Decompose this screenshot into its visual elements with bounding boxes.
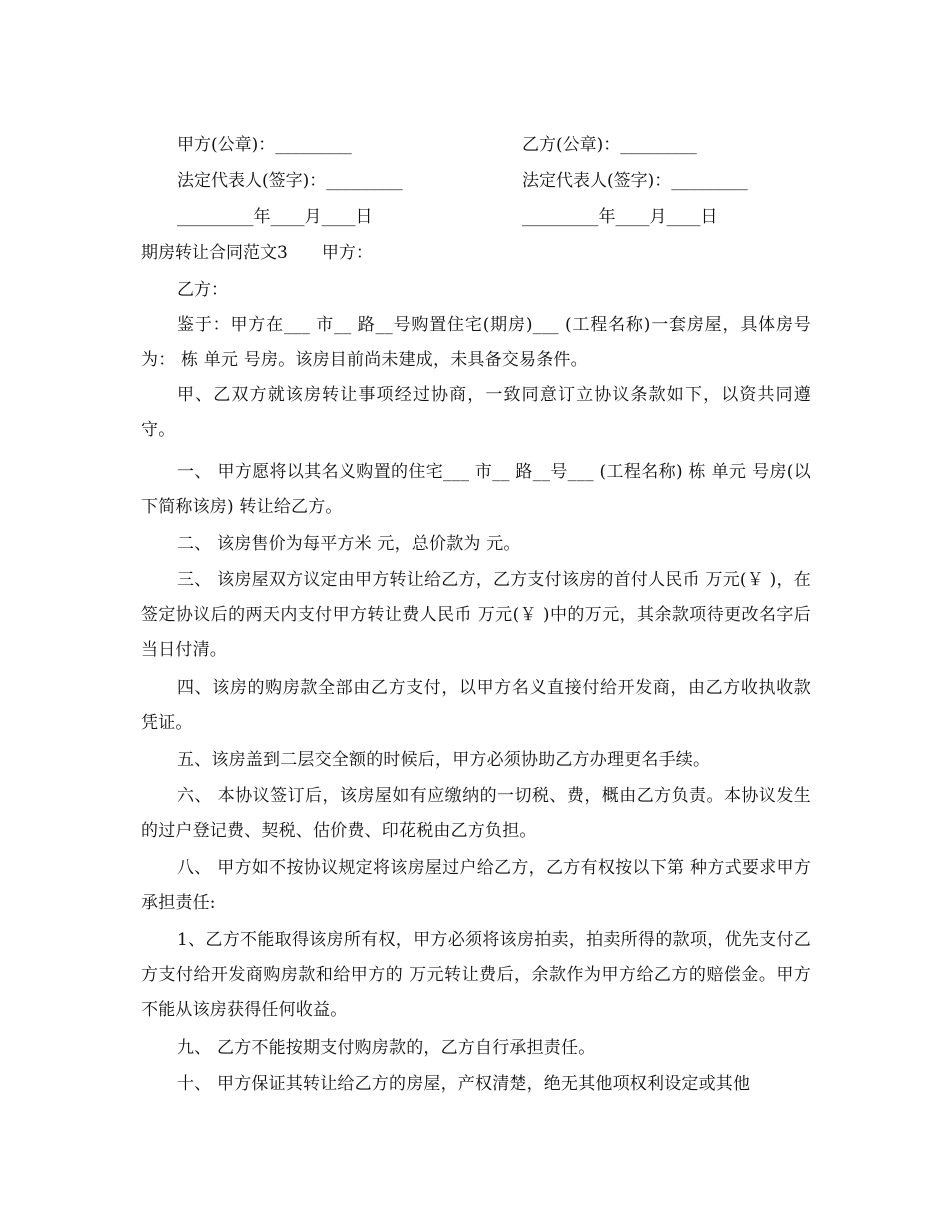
paragraph-clause-9: 九、 乙方不能按期支付购房款的，乙方自行承担责任。 <box>177 1038 596 1058</box>
party-b-line: 乙方： <box>177 280 228 300</box>
paragraph-clause-5: 五、该房盖到二层交全额的时候后，甲方必须协助乙方办理更名手续。 <box>177 750 711 770</box>
paragraph-clause-10: 十、 甲方保证其转让给乙方的房屋，产权清楚，绝无其他项权利设定或其他 <box>177 1074 751 1094</box>
party-a-seal: 甲方(公章)：_________ <box>177 135 352 155</box>
paragraph-clause-1: 一、 甲方愿将以其名义购置的住宅___ 市__ 路__号___ (工程名称) 栋 单元 号房(以下简称该房) 转让给乙方。 <box>141 462 811 517</box>
paragraph-clause-6: 六、 本协议签订后，该房屋如有应缴纳的一切税、费，概由乙方负责。本协议发生的过户登记费、契税、估价费、印花税由乙方负担。 <box>141 786 811 841</box>
paragraph-clause-3: 三、 该房屋双方议定由甲方转让给乙方，乙方支付该房的首付人民币 万元(￥ )，在签定协议后的两天内支付甲方转让费人民币 万元(￥ )中的万元，其余款项待更改名字后当日付清。 <box>141 570 811 660</box>
contract-title-line: 期房转让合同范文3 甲方： <box>141 243 373 263</box>
paragraph-clause-8: 八、 甲方如不按协议规定将该房屋过户给乙方，乙方有权按以下第 种方式要求甲方承担责任: <box>141 858 811 913</box>
party-b-seal: 乙方(公章)：_________ <box>522 135 697 155</box>
paragraph-clause-2: 二、 该房售价为每平方米 元，总价款为 元。 <box>177 534 521 554</box>
party-a-date: _________年____月____日 <box>177 207 373 227</box>
paragraph-clause-8-1: 1、乙方不能取得该房所有权，甲方必须将该房拍卖，拍卖所得的款项，优先支付乙方支付给开发商购房款和给甲方的 万元转让费后，余款作为甲方给乙方的赔偿金。甲方不能从该房获得任何收益。 <box>141 930 811 1020</box>
party-a-representative: 法定代表人(签字)：_________ <box>177 171 403 191</box>
paragraph-agreement: 甲、乙双方就该房转让事项经过协商，一致同意订立协议条款如下，以资共同遵守。 <box>141 385 811 440</box>
paragraph-recital: 鉴于：甲方在___ 市__ 路__号购置住宅(期房)___ (工程名称)一套房屋，具体房号为： 栋 单元 号房。该房目前尚未建成，未具备交易条件。 <box>141 315 811 370</box>
paragraph-clause-4: 四、该房的购房款全部由乙方支付，以甲方名义直接付给开发商，由乙方收执收款凭证。 <box>141 678 811 733</box>
party-b-date: _________年____月____日 <box>522 207 718 227</box>
party-b-representative: 法定代表人(签字)：_________ <box>522 171 748 191</box>
